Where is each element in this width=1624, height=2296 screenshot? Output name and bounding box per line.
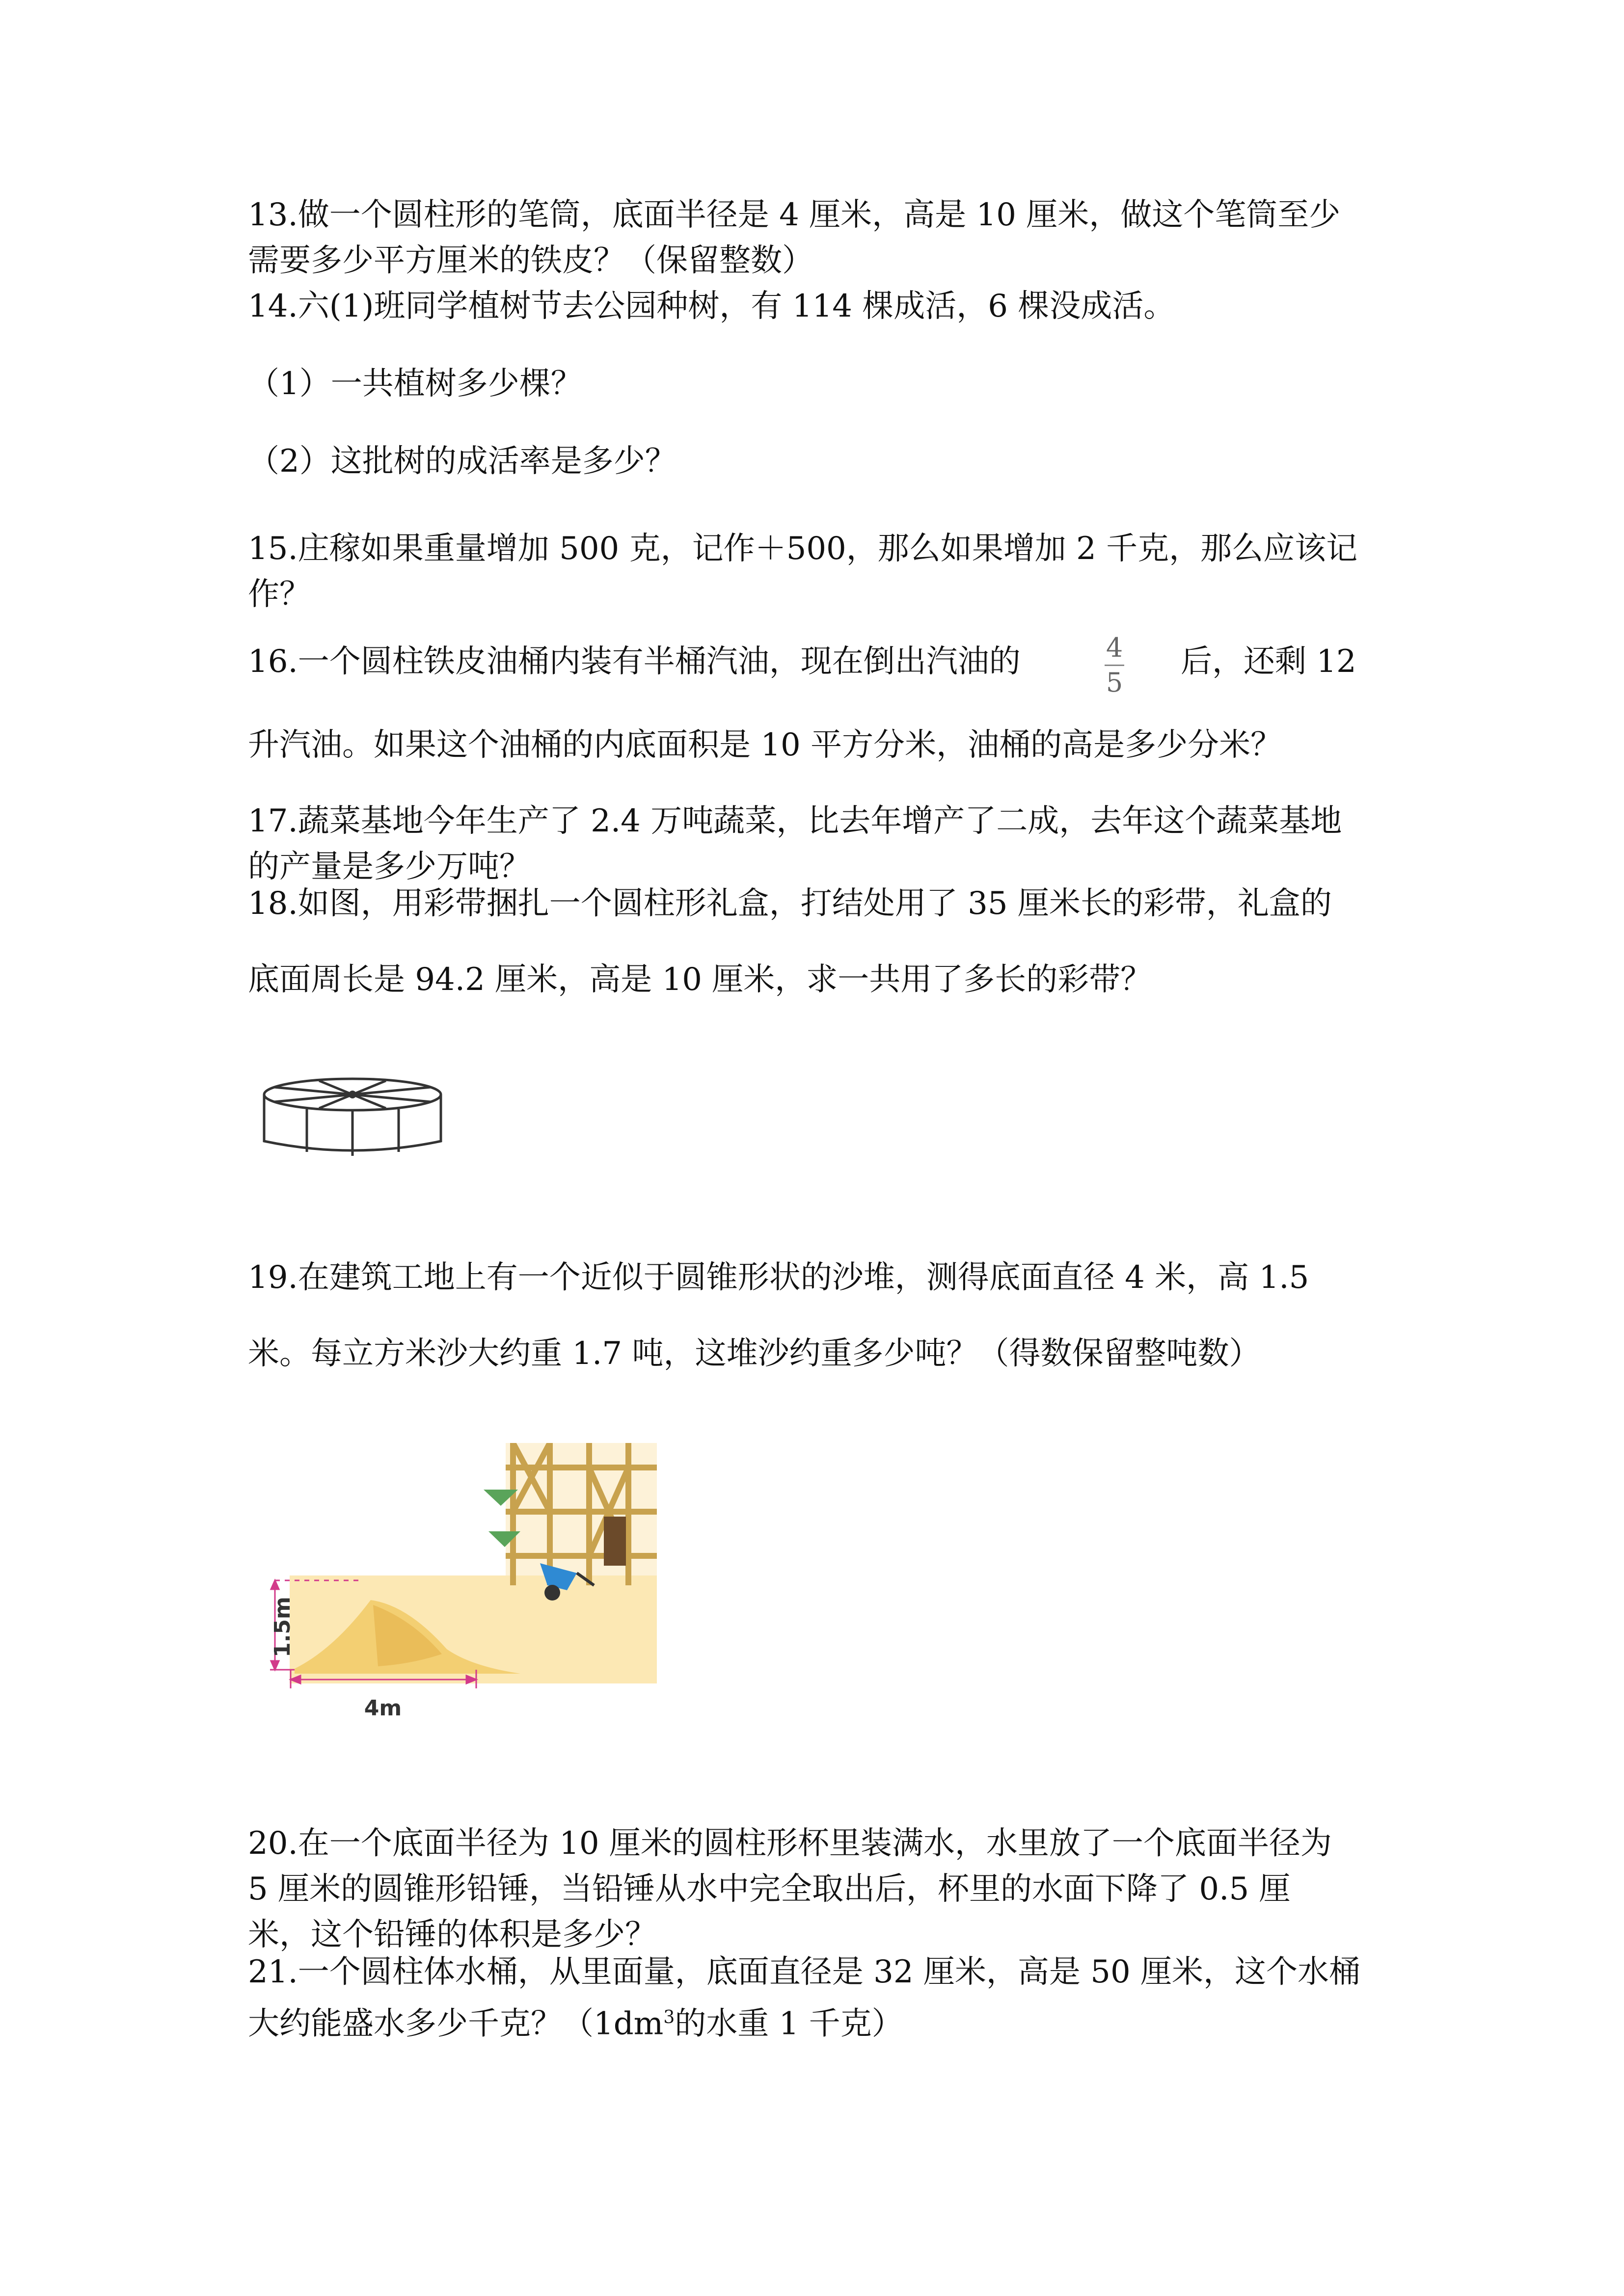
fraction-four-fifths — [1105, 633, 1124, 697]
problem-18-line-1: 18.如图，用彩带捆扎一个圆柱形礼盒，打结处用了 35 厘米长的彩带，礼盒的 — [248, 885, 1332, 922]
problem-19-line-1: 19.在建筑工地上有一个近似于圆锥形状的沙堆，测得底面直径 4 米，高 1.5 — [248, 1259, 1309, 1296]
problem-17-line-1: 17.蔬菜基地今年生产了 2.4 万吨蔬菜，比去年增产了二成，去年这个蔬菜基地 — [248, 803, 1342, 839]
fraction-bar — [1105, 665, 1124, 666]
problem-21-line-1: 21.一个圆柱体水桶，从里面量，底面直径是 32 厘米，高是 50 厘米，这个水桶 — [248, 1954, 1361, 1990]
problem-17-line-2: 的产量是多少万吨？ — [248, 849, 531, 885]
problem-19-line-2: 米。每立方米沙大约重 1.7 吨，这堆沙约重多少吨？（得数保留整吨数） — [248, 1335, 1261, 1372]
problem-13-line-1: 13.做一个圆柱形的笔筒，底面半径是 4 厘米，高是 10 厘米，做这个笔筒至少 — [248, 197, 1341, 233]
diameter-label: 4m — [364, 1696, 402, 1721]
problem-21-line-2-end: 的水重 1 千克） — [675, 2005, 903, 2042]
problem-18-line-2: 底面周长是 94.2 厘米，高是 10 厘米，求一共用了多长的彩带？ — [248, 961, 1152, 998]
problem-14-line-1: 14.六(1)班同学植树节去公园种树，有 114 棵成活，6 棵没成活。 — [248, 288, 1175, 324]
problem-15-line-1: 15.庄稼如果重量增加 500 克，记作＋500，那么如果增加 2 千克，那么应该记 — [248, 531, 1358, 567]
problem-16-line-1b: 后，还剩 12 — [1181, 643, 1356, 680]
fraction-numerator: 4 — [1106, 632, 1123, 663]
problem-20-line-3: 米，这个铅锤的体积是多少？ — [248, 1917, 656, 1953]
cube-superscript: 3 — [663, 2007, 675, 2028]
problem-13-line-2: 需要多少平方厘米的铁皮？（保留整数） — [248, 242, 813, 279]
fraction-denominator: 5 — [1106, 667, 1123, 698]
problem-16-line-1a: 16.一个圆柱铁皮油桶内装有半桶汽油，现在倒出汽油的 — [248, 643, 1021, 680]
height-label: 1.5m — [270, 1597, 295, 1657]
sand-pile-figure — [265, 1443, 658, 1747]
problem-14-question-1: （1）一共植树多少棵？ — [248, 366, 582, 402]
gift-box-figure — [255, 1072, 452, 1161]
problem-14-question-2: （2）这批树的成活率是多少？ — [248, 443, 677, 480]
building-door — [604, 1517, 626, 1566]
ribbon-knot — [349, 1091, 356, 1098]
problem-20-line-1: 20.在一个底面半径为 10 厘米的圆柱形杯里装满水，水里放了一个底面半径为 — [248, 1825, 1332, 1862]
problem-16-line-2: 升汽油。如果这个油桶的内底面积是 10 平方分米，油桶的高是多少分米？ — [248, 727, 1282, 763]
problem-20-line-2: 5 厘米的圆锥形铅锤，当铅锤从水中完全取出后，杯里的水面下降了 0.5 厘 — [248, 1871, 1291, 1907]
problem-15-line-2: 作？ — [248, 576, 311, 613]
problem-21-line-2 — [248, 1994, 903, 2041]
problem-21-line-2-start: 大约能盛水多少千克？（1dm — [248, 2005, 664, 2042]
